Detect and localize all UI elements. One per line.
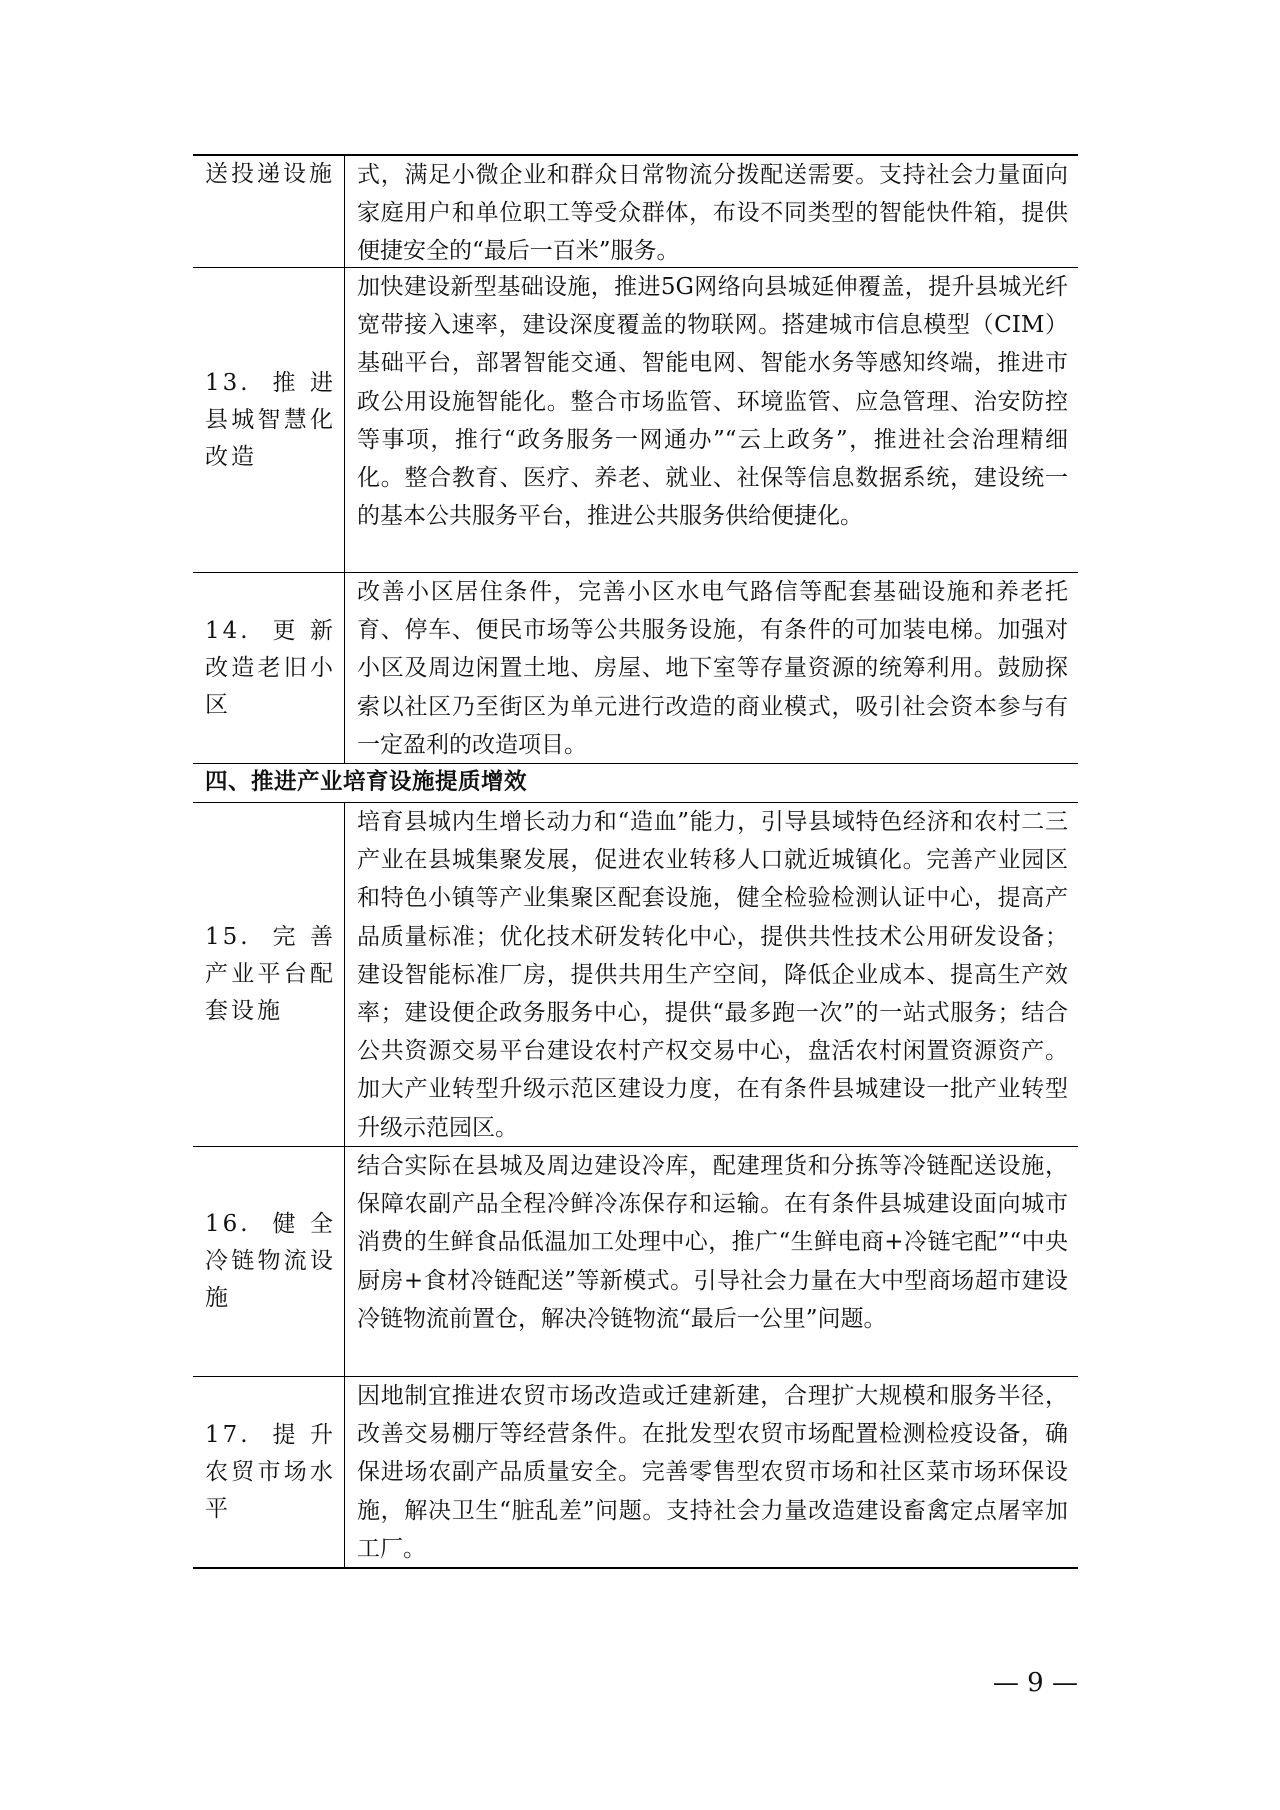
- policy-table: [193, 154, 1078, 1569]
- row-label: 17. 提升农贸市场水平: [193, 1377, 345, 1567]
- row-text: 式，满足小微企业和群众日常物流分拨配送需要。支持社会力量面向家庭用户和单位职工等受众群体，布设不同类型的智能快件箱，提供便捷安全的“最后一百米”服务。: [357, 162, 1068, 265]
- row-text: 结合实际在县城及周边建设冷库，配建理货和分拣等冷链配送设施，保障农副产品全程冷鲜冷冻保存和运输。在有条件县城建设面向城市消费的生鲜食品低温加工处理中心，推广“生鲜电商+冷链宅配”“中央厨房+食材冷链配送”等新模式。引导社会力量在大中型商场超市建设冷链物流前置仓，解决冷链物流“最后一公里”问题。: [357, 1153, 1068, 1332]
- table-row: [193, 156, 1078, 268]
- row-label: 14. 更新改造老旧小区: [193, 573, 345, 763]
- row-text: 加快建设新型基础设施，推进5G网络向县城延伸覆盖，提升县城光纤宽带接入速率，建设深度覆盖的物联网。搭建城市信息模型（CIM）基础平台，部署智能交通、智能电网、智能水务等感知终端，推进市政公用设施智能化。整合市场监管、环境监管、应急管理、治安防控等事项，推行“政务服务一网通办”“云上政务”，推进社会治理精细化。整合教育、医疗、养老、就业、社保等信息数据系统，建设统一的基本公共服务平台，推进公共服务供给便捷化。: [357, 274, 1068, 530]
- row-label: 送投递设施: [193, 156, 345, 267]
- section-row: [193, 764, 1078, 803]
- section-title: 四、推进产业培育设施提质增效: [205, 769, 528, 795]
- table-row: [193, 1377, 1078, 1567]
- page-number: — 9 —: [992, 1668, 1078, 1698]
- row-text: 改善小区居住条件，完善小区水电气路信等配套基础设施和养老托育、停车、便民市场等公共服务设施，有条件的可加装电梯。加强对小区及周边闲置土地、房屋、地下室等存量资源的统筹利用。鼓励探索以社区乃至街区为单元进行改造的商业模式，吸引社会资本参与有一定盈利的改造项目。: [357, 579, 1068, 758]
- row-label: 16. 健全冷链物流设施: [193, 1147, 345, 1376]
- row-text: 培育县城内生增长动力和“造血”能力，引导县域特色经济和农村二三产业在县城集聚发展，促进农业转移人口就近城镇化。完善产业园区和特色小镇等产业集聚区配套设施，健全检验检测认证中心，提高产品质量标准；优化技术研发转化中心，提供共性技术公用研发设备；建设智能标准厂房，提供共用生产空间，降低企业成本、提高生产效率；建设便企政务服务中心，提供“最多跑一次”的一站式服务；结合公共资源交易平台建设农村产权交易中心，盘活农村闲置资源资产。加大产业转型升级示范区建设力度，在有条件县城建设一批产业转型升级示范园区。: [357, 809, 1068, 1141]
- table-row: [193, 1147, 1078, 1377]
- table-row: [193, 573, 1078, 764]
- row-label: 13. 推进县城智慧化改造: [193, 268, 345, 572]
- table-row: [193, 803, 1078, 1147]
- row-text: 因地制宜推进农贸市场改造或迁建新建，合理扩大规模和服务半径，改善交易棚厅等经营条件。在批发型农贸市场配置检测检疫设备，确保进场农副产品质量安全。完善零售型农贸市场和社区菜市场环保设施，解决卫生“脏乱差”问题。支持社会力量改造建设畜禽定点屠宰加工厂。: [357, 1383, 1068, 1562]
- row-label: 15. 完善产业平台配套设施: [193, 803, 345, 1146]
- table-row: [193, 268, 1078, 573]
